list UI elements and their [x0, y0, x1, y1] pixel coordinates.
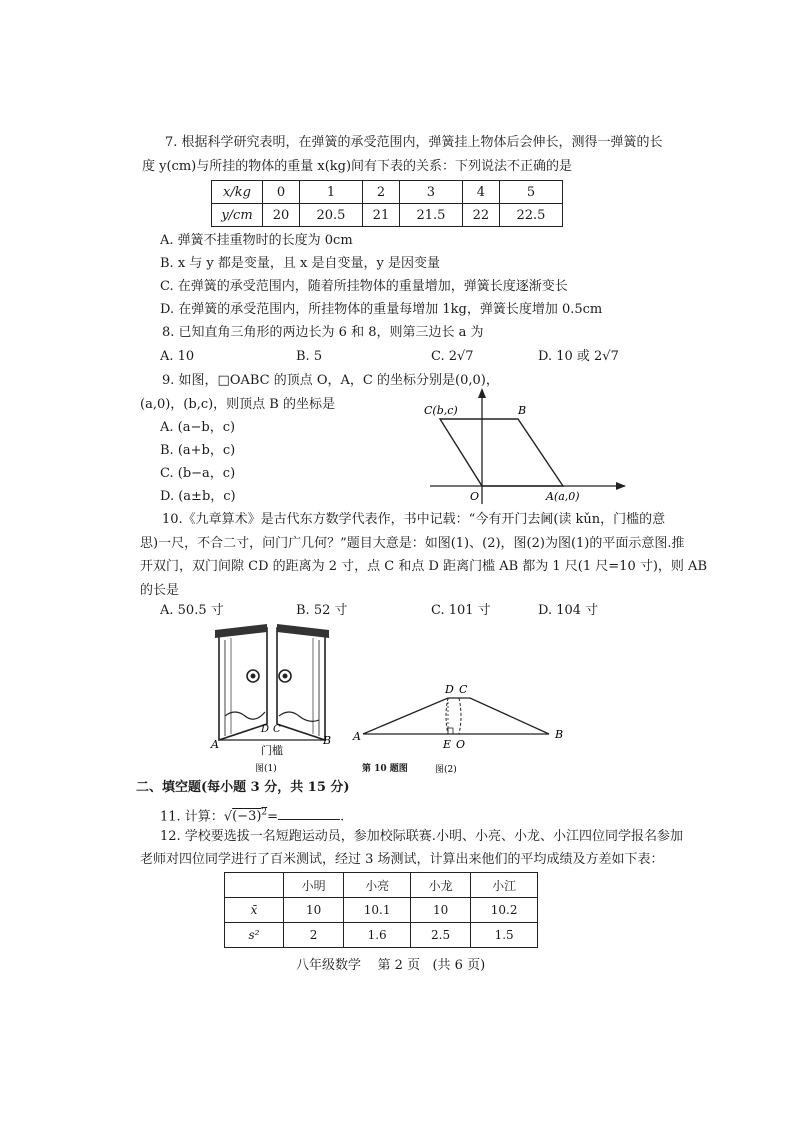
- y-axis-arrow: [478, 388, 486, 398]
- fig1-label-a: A: [211, 738, 219, 751]
- q10-stem-line4: 的长是: [140, 583, 180, 598]
- table-row: [212, 181, 563, 204]
- q12-stem-line1: 12. 学校要选拔一名短跑运动员，参加校际联赛.小明、小亮、小龙、小江四位同学报名参加: [160, 829, 683, 844]
- q10-plan-figure: [345, 680, 575, 778]
- q10-figure-caption: 第 10 题图: [362, 764, 408, 774]
- q10-stem-line3: 开双门，双门间隙 CD 的距离为 2 寸，点 C 和点 D 距离门槛 AB 都为 1 尺(1 尺=10 寸)，则 AB: [140, 559, 707, 574]
- plan-outline: [363, 698, 549, 734]
- x-axis-arrow: [616, 482, 626, 490]
- table-cell: 3: [399, 181, 462, 204]
- fig1-label-b: B: [323, 734, 332, 747]
- answer-blank[interactable]: [278, 807, 340, 820]
- table-cell: 21.5: [399, 204, 462, 227]
- parallelogram-oabc: [440, 419, 563, 486]
- door-swing-c: [459, 698, 461, 734]
- table-cell: y/cm: [212, 204, 263, 227]
- table-cell: 小江: [471, 873, 538, 898]
- table-cell: s²: [225, 923, 284, 948]
- table-cell: 1.5: [471, 923, 538, 948]
- fig2-label-a: A: [353, 730, 361, 743]
- table-cell: 1.6: [344, 923, 411, 948]
- sqrt-icon: √: [223, 809, 233, 825]
- table-cell: 10.1: [344, 898, 411, 923]
- q8-option-b: B. 5: [296, 349, 323, 364]
- table-cell: 20: [263, 204, 300, 227]
- q7-stem-line1: 7. 根据科学研究表明，在弹簧的承受范围内，弹簧挂上物体后会伸长，测得一弹簧的长: [165, 135, 663, 150]
- table-cell: 1: [299, 181, 362, 204]
- q11-radicand: $(-3)^2$: [232, 808, 268, 825]
- q7-option-b: B. x 与 y 都是变量，且 x 是自变量，y 是因变量: [160, 256, 440, 271]
- fig2-label-c: C: [459, 683, 468, 696]
- table-cell: 0: [263, 181, 300, 204]
- fig2-label-o: O: [456, 738, 466, 751]
- q10-stem-line1: 10.《九章算术》是古代东方数学代表作，书中记载：“今有开门去阃(读 kǔn，门槛的意: [162, 512, 666, 527]
- q7-option-a: A. 弹簧不挂重物时的长度为 0cm: [160, 233, 353, 248]
- table-cell: 10: [284, 898, 344, 923]
- right-door: [277, 628, 325, 740]
- left-door: [219, 628, 270, 740]
- q7-stem-line2: 度 y(cm)与所挂的物体的重量 x(kg)间有下表的关系：下列说法不正确的是: [142, 159, 573, 174]
- q8-stem: 8. 已知直角三角形的两边长为 6 和 8，则第三边长 a 为: [162, 325, 484, 340]
- table-cell: 10.2: [471, 898, 538, 923]
- q8-option-d: D. 10 或 2√7: [538, 349, 619, 364]
- q10-option-d: D. 104 寸: [538, 603, 599, 618]
- q9-option-b: B. (a+b，c): [160, 443, 236, 458]
- fig1-caption: 图(1): [255, 764, 277, 774]
- q8-option-c: C. 2√7: [431, 349, 474, 364]
- table-cell: 10: [410, 898, 470, 923]
- q11-suffix: =: [267, 809, 279, 825]
- q10-door-figure: [205, 624, 345, 774]
- table-cell: [225, 873, 284, 898]
- table-cell: 小亮: [344, 873, 411, 898]
- label-b: B: [518, 404, 527, 417]
- q8-option-a: A. 10: [160, 349, 195, 364]
- fig2-caption: 图(2): [435, 765, 457, 775]
- table-cell: 20.5: [299, 204, 362, 227]
- q9-parallelogram-figure: [420, 386, 630, 506]
- q10-option-c: C. 101 寸: [431, 603, 491, 618]
- fig1-label-c: C: [273, 724, 281, 735]
- table-row: [225, 898, 538, 923]
- fig2-label-e: E: [443, 738, 452, 751]
- q9-option-a: A. (a−b，c): [160, 420, 236, 435]
- q11-prefix: 11. 计算：: [160, 809, 224, 825]
- table-cell: 5: [499, 181, 562, 204]
- right-angle-mark: [448, 728, 453, 734]
- label-c: C(b,c): [424, 404, 458, 417]
- table-cell: x/kg: [212, 181, 263, 204]
- q9-stem-line1: 9. 如图，□OABC 的顶点 O，A，C 的坐标分别是(0,0)，: [162, 373, 499, 388]
- q10-stem-line2: 思)一尺，不合二寸，问门广几何？”题目大意是：如图(1)、(2)，图(2)为图(1)的平面示意图.推: [140, 536, 685, 551]
- table-cell: 2: [284, 923, 344, 948]
- fig2-label-d: D: [445, 683, 454, 696]
- q12-table: [224, 872, 538, 948]
- q10-option-a: A. 50.5 寸: [160, 603, 224, 618]
- q7-option-d: D. 在弹簧的承受范围内，所挂物体的重量每增加 1kg，弹簧长度增加 0.5cm: [160, 302, 603, 317]
- q11-stem: 11. 计算：$√(-3)^2=$ .: [160, 808, 345, 825]
- q9-option-c: C. (b−a，c): [160, 466, 236, 481]
- label-a: A(a,0): [546, 490, 580, 503]
- q7-option-c: C. 在弹簧的承受范围内，随着所挂物体的重量增加，弹簧长度逐渐变长: [160, 279, 568, 294]
- table-cell: x̄: [225, 898, 284, 923]
- table-row: [225, 873, 538, 898]
- table-cell: 2: [362, 181, 399, 204]
- q9-stem-line2: (a,0)，(b,c)，则顶点 B 的坐标是: [140, 397, 335, 412]
- table-cell: 小明: [284, 873, 344, 898]
- table-cell: 4: [462, 181, 499, 204]
- q9-option-d: D. (a±b，c): [160, 489, 236, 504]
- table-cell: 小龙: [410, 873, 470, 898]
- q7-table: [211, 180, 563, 227]
- q10-option-b: B. 52 寸: [296, 603, 348, 618]
- table-cell: 22: [462, 204, 499, 227]
- table-cell: 22.5: [499, 204, 562, 227]
- fig1-label-d: D: [261, 724, 270, 735]
- page-footer: 八年级数学 第 2 页 (共 6 页): [296, 958, 486, 973]
- table-cell: 2.5: [410, 923, 470, 948]
- fig2-label-b: B: [555, 728, 564, 741]
- q12-stem-line2: 老师对四位同学进行了百米测试，经过 3 场测试，计算出来他们的平均成绩及方差如下表：: [140, 852, 664, 867]
- table-row: [212, 204, 563, 227]
- table-cell: 21: [362, 204, 399, 227]
- label-o: O: [470, 490, 480, 503]
- fig1-sill-label: 门槛: [261, 744, 283, 757]
- section2-title: 二、填空题(每小题 3 分，共 15 分): [136, 780, 350, 795]
- table-row: [225, 923, 538, 948]
